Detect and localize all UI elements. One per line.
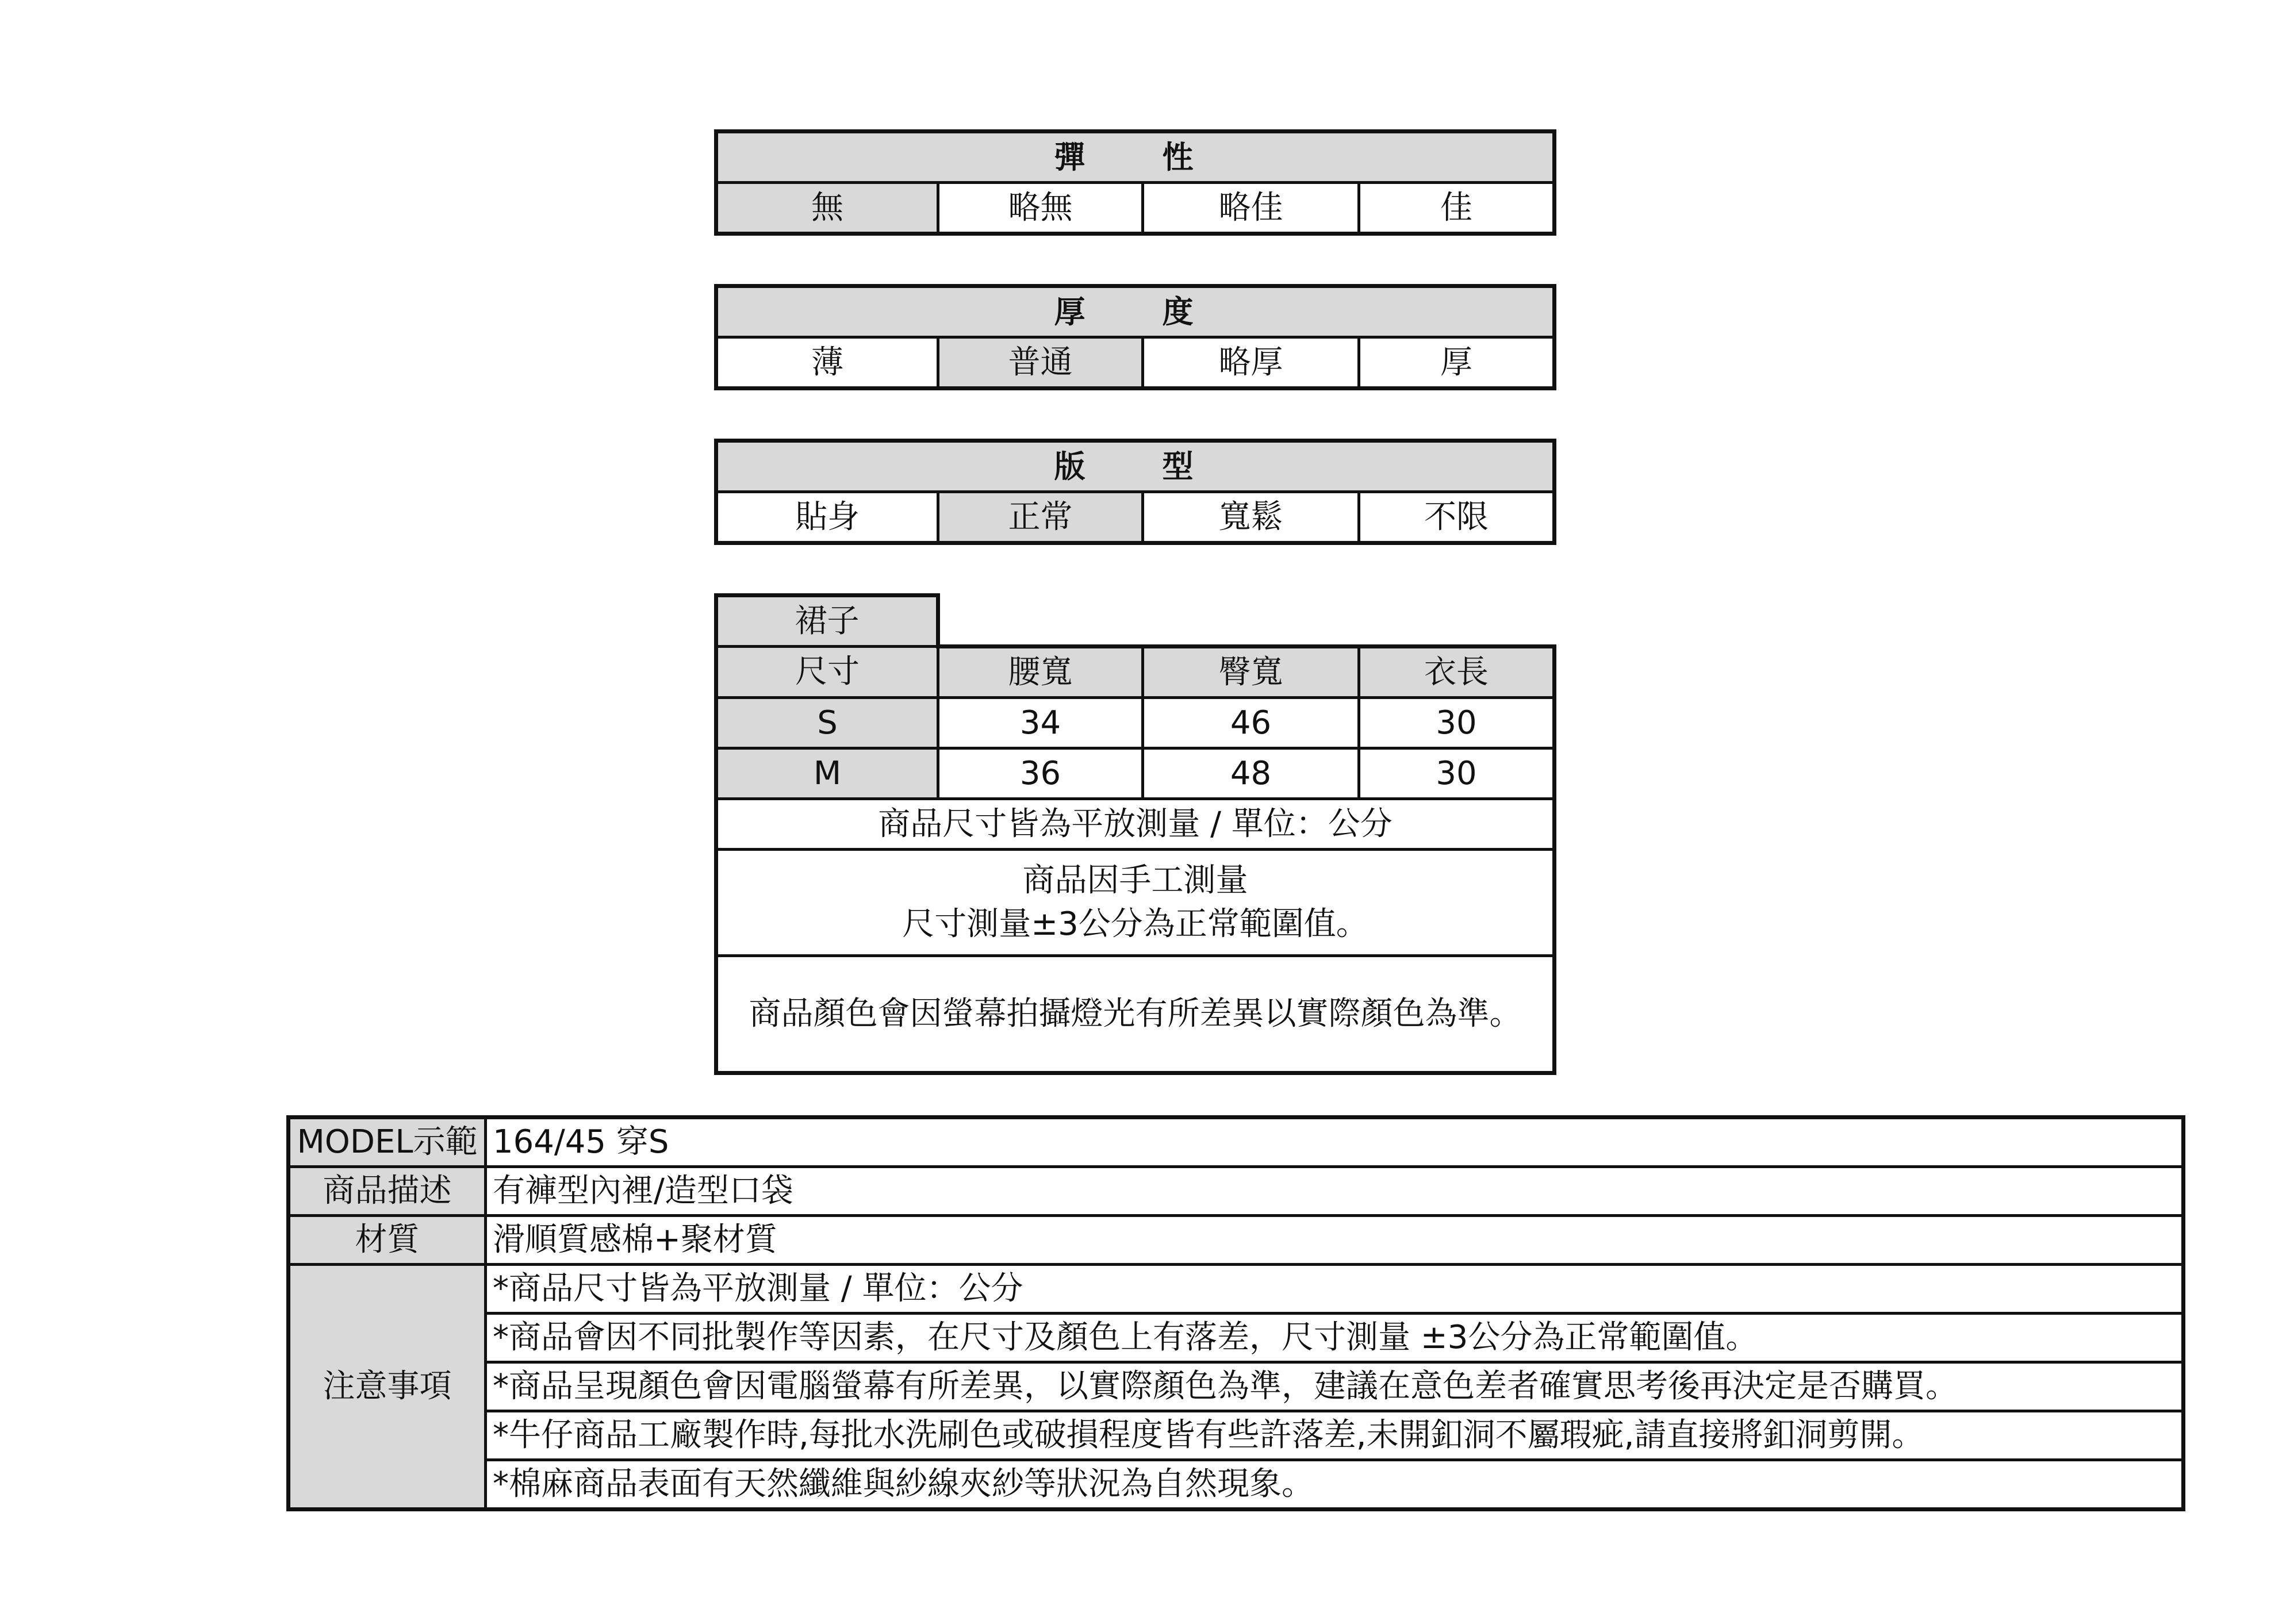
size-label: S: [716, 698, 938, 748]
size-chart-blank: [938, 596, 1555, 647]
table-row: [289, 1216, 2184, 1265]
material-value: 滑順質感棉+聚材質: [486, 1216, 2184, 1265]
elasticity-option: 無: [716, 183, 938, 234]
size-header: 衣長: [1359, 647, 1555, 698]
material-label: 材質: [289, 1216, 486, 1265]
color-note: 商品顏色會因螢幕拍攝燈光有所差異以實際顏色為準。: [716, 956, 1555, 1073]
handmade-note: [716, 850, 1555, 956]
note-item: *棉麻商品表面有天然纖維與紗線夾紗等狀況為自然現象。: [486, 1460, 2184, 1510]
size-header: 臀寬: [1143, 647, 1359, 698]
size-value: 30: [1359, 698, 1555, 748]
size-value: 48: [1143, 748, 1359, 799]
elasticity-option: 佳: [1359, 183, 1555, 234]
table-row: [289, 1460, 2184, 1510]
handmade-note-line2: 尺寸測量±3公分為正常範圍值。: [902, 905, 1368, 943]
notes-label: 注意事項: [289, 1265, 486, 1510]
thickness-title: 厚 度: [716, 286, 1555, 337]
size-label: M: [716, 748, 938, 799]
table-row: [289, 1118, 2184, 1167]
thickness-option: 厚: [1359, 337, 1555, 389]
thickness-option: 薄: [716, 337, 938, 389]
size-chart-category: 裙子: [716, 596, 938, 647]
fit-table: [714, 439, 1556, 545]
measure-note: 商品尺寸皆為平放測量 / 單位：公分: [716, 799, 1555, 850]
table-row: [716, 748, 1555, 799]
size-value: 34: [938, 698, 1143, 748]
size-value: 36: [938, 748, 1143, 799]
size-chart-table: [714, 593, 1556, 1075]
fit-title: 版 型: [716, 441, 1555, 492]
thickness-table: [714, 284, 1556, 390]
note-item: *商品呈現顏色會因電腦螢幕有所差異，以實際顏色為準，建議在意色差者確實思考後再決定是否購買。: [486, 1362, 2184, 1411]
desc-label: 商品描述: [289, 1167, 486, 1216]
table-row: [289, 1314, 2184, 1362]
elasticity-title: 彈 性: [716, 132, 1555, 183]
elasticity-option: 略無: [938, 183, 1143, 234]
product-info-table: [286, 1115, 2185, 1511]
table-row: [289, 1362, 2184, 1411]
fit-option: 寬鬆: [1143, 492, 1359, 543]
size-header: 腰寬: [938, 647, 1143, 698]
size-value: 30: [1359, 748, 1555, 799]
elasticity-table: [714, 129, 1556, 236]
model-label: MODEL示範: [289, 1118, 486, 1167]
note-item: *牛仔商品工廠製作時,每批水洗刷色或破損程度皆有些許落差,未開釦洞不屬瑕疵,請直接將釦洞剪開。: [486, 1411, 2184, 1460]
note-item: *商品尺寸皆為平放測量 / 單位：公分: [486, 1265, 2184, 1314]
elasticity-option: 略佳: [1143, 183, 1359, 234]
fit-option: 正常: [938, 492, 1143, 543]
fit-option: 貼身: [716, 492, 938, 543]
table-row: [289, 1411, 2184, 1460]
table-row: [716, 698, 1555, 748]
table-row: [289, 1167, 2184, 1216]
table-row: [289, 1265, 2184, 1314]
handmade-note-line1: 商品因手工測量: [1022, 862, 1248, 900]
size-header: 尺寸: [716, 647, 938, 698]
desc-value: 有褲型內裡/造型口袋: [486, 1167, 2184, 1216]
fit-option: 不限: [1359, 492, 1555, 543]
note-item: *商品會因不同批製作等因素，在尺寸及顏色上有落差，尺寸測量 ±3公分為正常範圍值。: [486, 1314, 2184, 1362]
thickness-option: 普通: [938, 337, 1143, 389]
size-value: 46: [1143, 698, 1359, 748]
thickness-option: 略厚: [1143, 337, 1359, 389]
model-value: 164/45 穿S: [486, 1118, 2184, 1167]
